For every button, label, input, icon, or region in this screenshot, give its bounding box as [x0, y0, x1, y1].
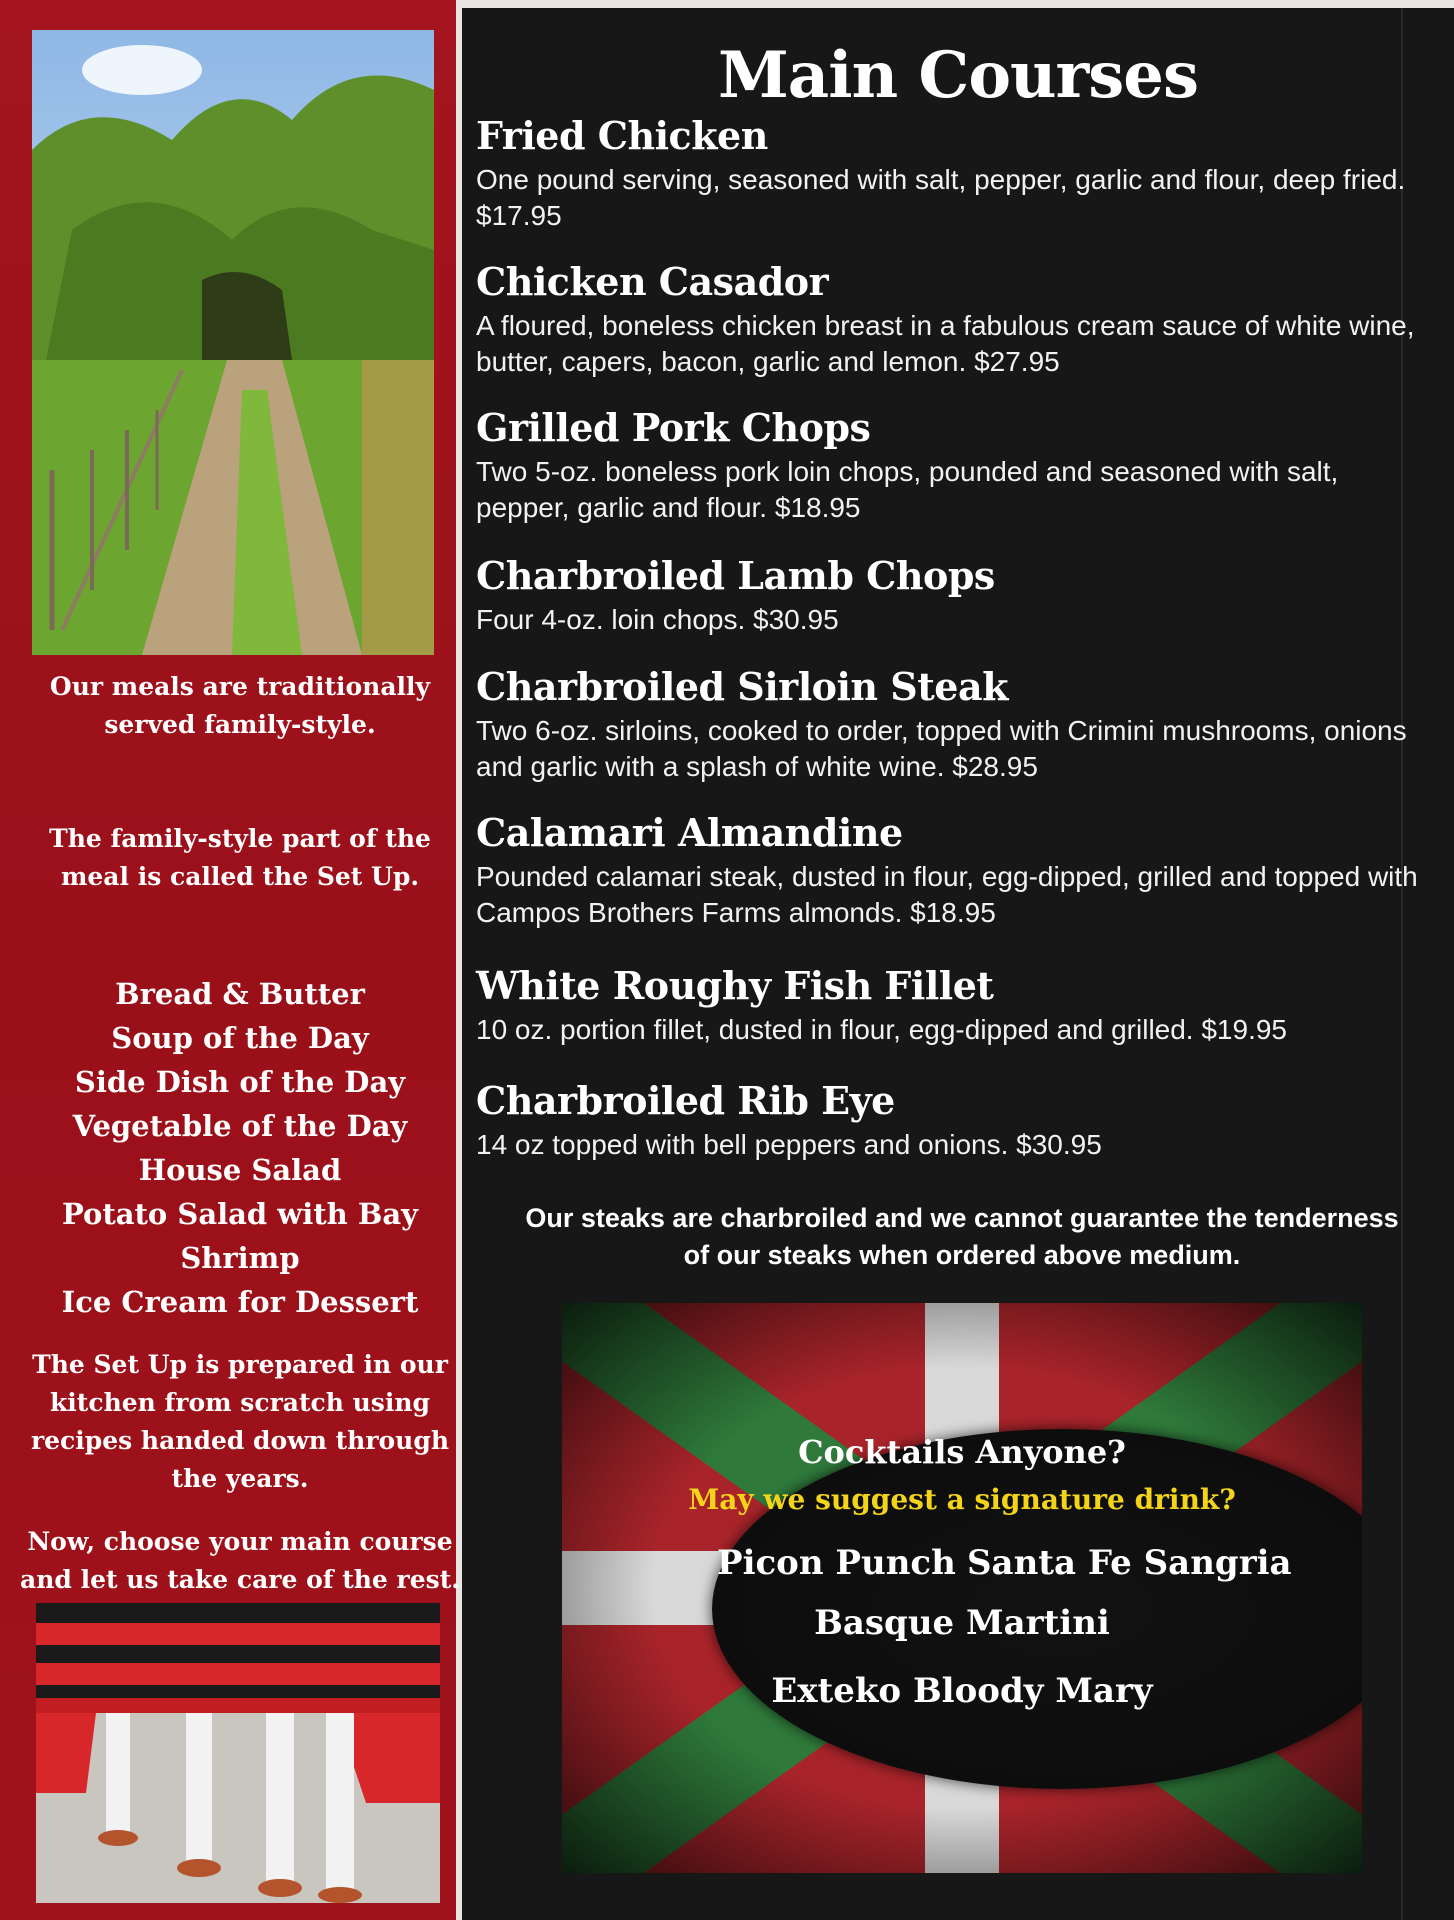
setup-item: House Salad	[138, 1153, 342, 1187]
menu-item-name: Charbroiled Lamb Chops	[476, 553, 995, 598]
menu-item-description: 14 oz topped with bell peppers and onions. $30.95	[476, 1129, 1102, 1160]
menu-item	[476, 554, 1436, 638]
basque-dancers-photo	[36, 1603, 440, 1903]
menu-item-description: Two 6-oz. sirloins, cooked to order, topped with Crimini mushrooms, onions and garlic with a splash of white wine. $28.95	[476, 715, 1407, 782]
menu-item-name: Charbroiled Rib Eye	[476, 1078, 895, 1123]
setup-item: Ice Cream for Dessert	[61, 1285, 419, 1319]
sidebar-caption-scratch: The Set Up is prepared in our kitchen from scratch using recipes handed down through the years.	[30, 1350, 450, 1493]
menu-item	[476, 406, 1436, 526]
country-path-photo	[32, 30, 434, 655]
menu-item-name: Chicken Casador	[476, 259, 829, 304]
setup-item: Potato Salad with Bay Shrimp	[61, 1197, 418, 1275]
menu-item-name: Grilled Pork Chops	[476, 405, 871, 450]
menu-item-name: Calamari Almandine	[476, 810, 903, 855]
menu-item-description: 10 oz. portion fillet, dusted in flour, egg-dipped and grilled. $19.95	[476, 1014, 1288, 1045]
menu-item-name: Charbroiled Sirloin Steak	[476, 664, 1008, 709]
setup-items-list	[20, 972, 460, 1324]
steak-disclaimer: Our steaks are charbroiled and we cannot guarantee the tenderness of our steaks when ordered above medium.	[525, 1203, 1399, 1270]
sidebar-caption-family-style: Our meals are traditionally served family-style.	[49, 672, 431, 739]
menu-item	[476, 811, 1436, 931]
sidebar	[0, 0, 460, 1920]
menu-item	[476, 1079, 1436, 1163]
sidebar-caption-choose: Now, choose your main course and let us take care of the rest.	[20, 1527, 460, 1594]
menu-item	[476, 114, 1436, 234]
drink-exteko-bloody-mary: Exteko Bloody Mary	[771, 1671, 1153, 1711]
setup-item: Bread & Butter	[115, 977, 365, 1011]
menu-item-description: Pounded calamari steak, dusted in flour, egg-dipped, grilled and topped with Campos Brothers Farms almonds. $18.95	[476, 861, 1418, 928]
cocktails-title: Cocktails Anyone?	[798, 1433, 1126, 1471]
basque-flag-graphic	[562, 1303, 1362, 1873]
menu-item-description: Four 4-oz. loin chops. $30.95	[476, 604, 839, 635]
menu-item-description: A floured, boneless chicken breast in a fabulous cream sauce of white wine, butter, capers, bacon, garlic and lemon. $27.95	[476, 310, 1415, 377]
menu-item	[476, 665, 1436, 785]
main-courses-panel	[462, 8, 1454, 1920]
menu-item-name: White Roughy Fish Fillet	[476, 963, 994, 1008]
drink-santa-fe-sangria: Santa Fe Sangria	[967, 1543, 1292, 1583]
page-title: Main Courses	[717, 38, 1199, 113]
cocktails-subtitle: May we suggest a signature drink?	[688, 1483, 1236, 1516]
sidebar-caption-setup: The family-style part of the meal is called the Set Up.	[49, 824, 431, 891]
menu-item	[476, 260, 1436, 380]
menu-item-description: Two 5-oz. boneless pork loin chops, pounded and seasoned with salt, pepper, garlic and flour. $18.95	[476, 456, 1339, 523]
setup-item: Soup of the Day	[111, 1021, 369, 1055]
setup-item: Vegetable of the Day	[72, 1109, 408, 1143]
drink-basque-martini: Basque Martini	[814, 1603, 1110, 1643]
menu-item-description: One pound serving, seasoned with salt, pepper, garlic and flour, deep fried. $17.95	[476, 164, 1406, 231]
menu-item	[476, 964, 1436, 1048]
setup-item: Side Dish of the Day	[74, 1065, 406, 1099]
drink-picon-punch: Picon Punch	[717, 1543, 956, 1583]
menu-item-name: Fried Chicken	[476, 113, 768, 158]
